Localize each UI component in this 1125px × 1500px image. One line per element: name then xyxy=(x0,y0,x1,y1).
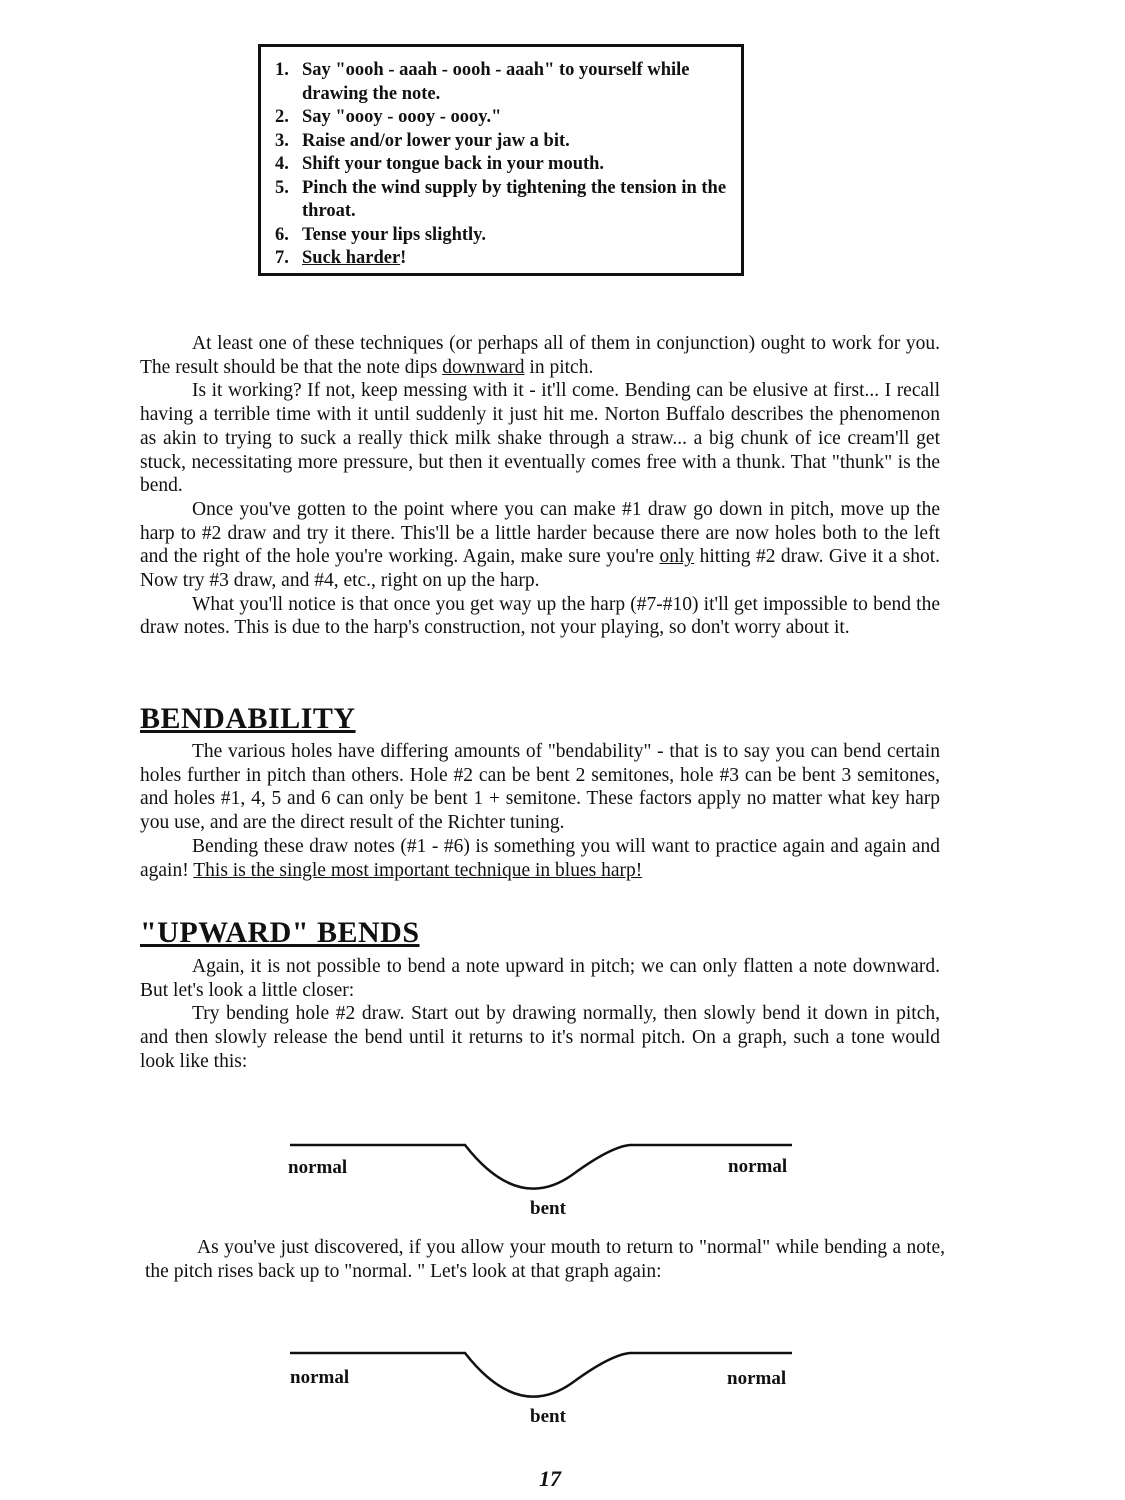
bending-tips-box xyxy=(258,44,744,276)
paragraph: Try bending hole #2 draw. Start out by drawing normally, then slowly bend it down in pitch, and then slowly release the bend until it returns to it's normal pitch. On a graph, such a tone would look like this: xyxy=(140,1003,940,1072)
bendability-heading: BENDABILITY xyxy=(140,702,356,735)
paragraph: Is it working? If not, keep messing with it - it'll come. Bending can be elusive at first... I recall having a terrible time with it until suddenly it just hit me. Norton Buffalo describes the phenomenon as akin to trying to suck a really thick milk shake through a straw... a big chunk of ice cream'll get stuck, necessitating more pressure, but then it eventually comes free with a thunk. That "thunk" is the bend. xyxy=(140,380,940,497)
pitch-bend-graph xyxy=(280,1135,800,1225)
tip-item xyxy=(275,247,731,271)
paragraph xyxy=(140,332,940,379)
tip-item xyxy=(275,106,731,130)
tip-number: 7. xyxy=(275,248,289,268)
pitch-bend-graph xyxy=(280,1343,800,1433)
bendability-section xyxy=(140,740,940,882)
text-run: Bending these draw notes (#1 - #6) is something you will want to practice again and again and again! xyxy=(140,835,940,881)
tip-item xyxy=(275,130,731,154)
tip-text: Shift your tongue back in your mouth. xyxy=(302,154,605,174)
tip-text: Say "oooy - oooy - oooy." xyxy=(302,107,502,127)
tip-item xyxy=(275,153,731,177)
normal-right-label: normal xyxy=(727,1368,787,1389)
paragraph: The various holes have differing amounts of "bendability" - that is to say you can bend certain holes further in pitch than others. Hole #2 can be bent 2 semitones, hole #3 can be bent 3 semitones, and holes #1, 4, 5 and 6 can only be bent 1 + semitone. These factors apply no matter what key harp you use, and are the direct result of the Richter tuning. xyxy=(140,741,940,834)
tip-text-after: ! xyxy=(400,248,407,268)
tip-text: Pinch the wind supply by tightening the tension in the throat. xyxy=(302,177,727,221)
upward-bends-heading: "UPWARD" BENDS xyxy=(140,916,420,949)
text-run: Once you've gotten to the point where you can make #1 draw go down in pitch, move up the harp to #2 draw and try it there. This'll be a little harder because there are now holes both to the left and the right of the hole you're working. Again, make sure you're xyxy=(140,498,940,568)
paragraph xyxy=(140,498,940,593)
bent-label: bent xyxy=(530,1198,566,1219)
tip-number: 5. xyxy=(275,177,289,198)
tip-item xyxy=(275,224,731,248)
intro-section xyxy=(140,332,940,640)
tip-number: 3. xyxy=(275,130,289,151)
paragraph: Again, it is not possible to bend a note upward in pitch; we can only flatten a note downward. But let's look a little closer: xyxy=(140,956,940,1001)
tip-text: Say "oooh - aaah - oooh - aaah" to yourself while drawing the note. xyxy=(302,60,690,104)
tip-number: 6. xyxy=(275,224,289,245)
upward-bends-section xyxy=(140,955,940,1074)
tip-number: 2. xyxy=(275,107,289,127)
upward-bends-continued xyxy=(145,1236,945,1283)
text-run: At least one of these techniques (or perhaps all of them in conjunction) ought to work for you. The result should be that the note dips xyxy=(140,333,940,378)
tip-text xyxy=(302,247,731,271)
normal-left-label: normal xyxy=(290,1367,350,1388)
tip-item xyxy=(275,59,731,106)
normal-left-label: normal xyxy=(288,1157,348,1178)
text-run: in pitch. xyxy=(524,356,594,378)
tip-item xyxy=(275,177,731,224)
tip-text: Tense your lips slightly. xyxy=(302,224,487,245)
paragraph: As you've just discovered, if you allow your mouth to return to "normal" while bending a note, the pitch rises back up to "normal. " Let's look at that graph again: xyxy=(145,1237,945,1282)
underlined-text: downward xyxy=(442,356,525,378)
tip-number: 4. xyxy=(275,154,289,174)
normal-right-label: normal xyxy=(728,1156,788,1177)
page-number: 17 xyxy=(539,1466,561,1491)
underlined-text: This is the single most important technique in blues harp! xyxy=(193,859,643,881)
tip-text-underlined: Suck harder xyxy=(302,248,401,268)
paragraph: What you'll notice is that once you get way up the harp (#7-#10) it'll get impossible to bend the draw notes. This is due to the harp's construction, not your playing, so don't worry about it. xyxy=(140,593,940,639)
text-run: hitting #2 draw. Give it a shot. Now try #3 draw, and #4, etc., right on up the harp. xyxy=(140,546,940,592)
bent-label: bent xyxy=(530,1406,566,1427)
tip-number: 1. xyxy=(275,60,289,80)
tip-text: Raise and/or lower your jaw a bit. xyxy=(302,130,570,151)
paragraph xyxy=(140,835,940,882)
underlined-text: only xyxy=(659,546,695,568)
